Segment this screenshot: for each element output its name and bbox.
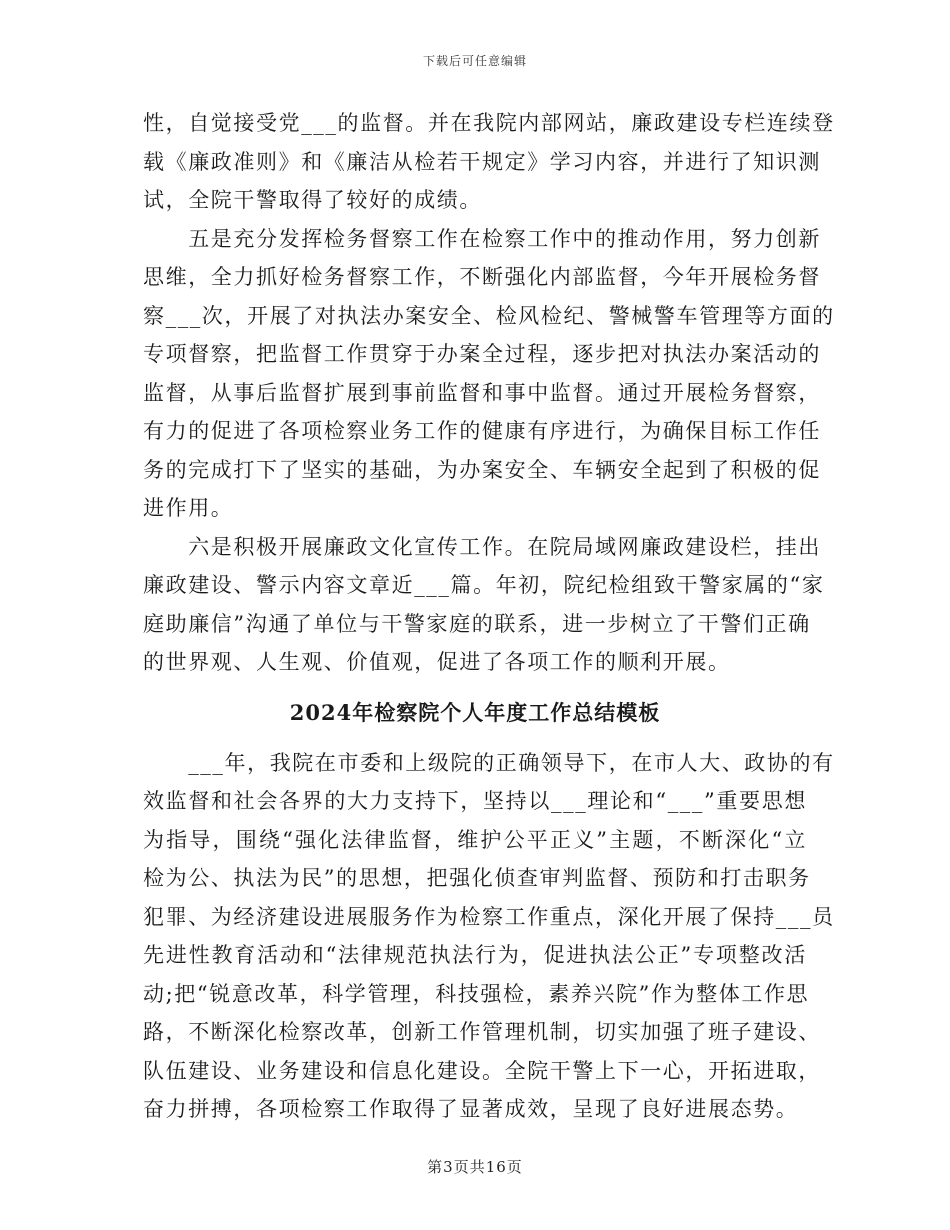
text-line: 动;把“锐意改革，科学管理，科技强检，素养兴院”作为整体工作思 <box>143 981 810 1006</box>
text-line: 载《廉政准则》和《廉洁从检若干规定》学习内容，并进行了知识测 <box>143 149 821 174</box>
text-line: 奋力拼搏，各项检察工作取得了显著成效，呈现了良好进展态势。 <box>143 1097 799 1121</box>
text-line: 庭助廉信”沟通了单位与干警家庭的联系，进一步树立了干警们正确 <box>143 611 811 636</box>
text-line: 先进性教育活动和“法律规范执法行为，促进执法公正”专项整改活 <box>143 943 807 967</box>
text-line: 六是积极开展廉政文化宣传工作。在院局域网廉政建设栏，挂出 <box>143 534 821 559</box>
paragraph <box>143 528 825 682</box>
section-title: 2024年检察院个人年度工作总结模板 <box>289 699 661 725</box>
text-line: 的世界观、人生观、价值观，促进了各项工作的顺利开展。 <box>143 650 731 674</box>
page-header: 下载后可任意编辑 <box>422 54 527 68</box>
text-line: 廉政建设、警示内容文章近___篇。年初，院纪检组致干警家属的“家 <box>143 573 825 597</box>
text-line: 性，自觉接受党___的监督。并在我院内部网站，廉政建设专栏连续登 <box>143 111 835 135</box>
text-line: 思维，全力抓好检务督察工作，不断强化内部监督，今年开展检务督 <box>143 265 821 289</box>
text-line: 察___次，开展了对执法办案安全、检风检纪、警械警车管理等方面的 <box>143 303 835 328</box>
text-line: ___年，我院在市委和上级院的正确领导下，在市人大、政协的有 <box>143 750 835 775</box>
text-line: 犯罪、为经济建设进展服务作为检察工作重点，深化开展了保持___员 <box>143 904 835 929</box>
text-line: 队伍建设、业务建设和信息化建设。全院干警上下一心，开拓进取， <box>143 1058 821 1083</box>
text-line: 为指导，围绕“强化法律监督，维护公平正义”主题，不断深化“立 <box>143 827 807 852</box>
document-body <box>143 104 835 1129</box>
text-line: 试，全院干警取得了较好的成绩。 <box>143 188 482 212</box>
text-line: 务的完成打下了坚实的基础，为办案安全、车辆安全起到了积极的促 <box>143 457 821 482</box>
paragraph <box>143 744 835 1129</box>
text-line: 检为公、执法为民”的思想，把强化侦查审判监督、预防和打击职务 <box>143 866 811 890</box>
page-number: 第3页共16页 <box>427 1158 523 1176</box>
text-line: 效监督和社会各界的大力支持下，坚持以___理论和“___”重要思想 <box>143 789 807 813</box>
paragraph <box>143 104 835 220</box>
top-paragraphs <box>143 104 835 682</box>
text-line: 监督，从事后监督扩展到事前监督和事中监督。通过开展检务督察， <box>143 380 821 405</box>
bottom-paragraphs <box>143 744 835 1129</box>
text-line: 有力的促进了各项检察业务工作的健康有序进行，为确保目标工作任 <box>143 419 821 443</box>
text-line: 五是充分发挥检务督察工作在检察工作中的推动作用，努力创新 <box>143 226 821 251</box>
text-line: 进作用。 <box>143 496 234 520</box>
text-line: 专项督察，把监督工作贯穿于办案全过程，逐步把对执法办案活动的 <box>143 342 821 366</box>
paragraph <box>143 220 835 528</box>
text-line: 路，不断深化检察改革，创新工作管理机制，切实加强了班子建设、 <box>143 1020 821 1044</box>
